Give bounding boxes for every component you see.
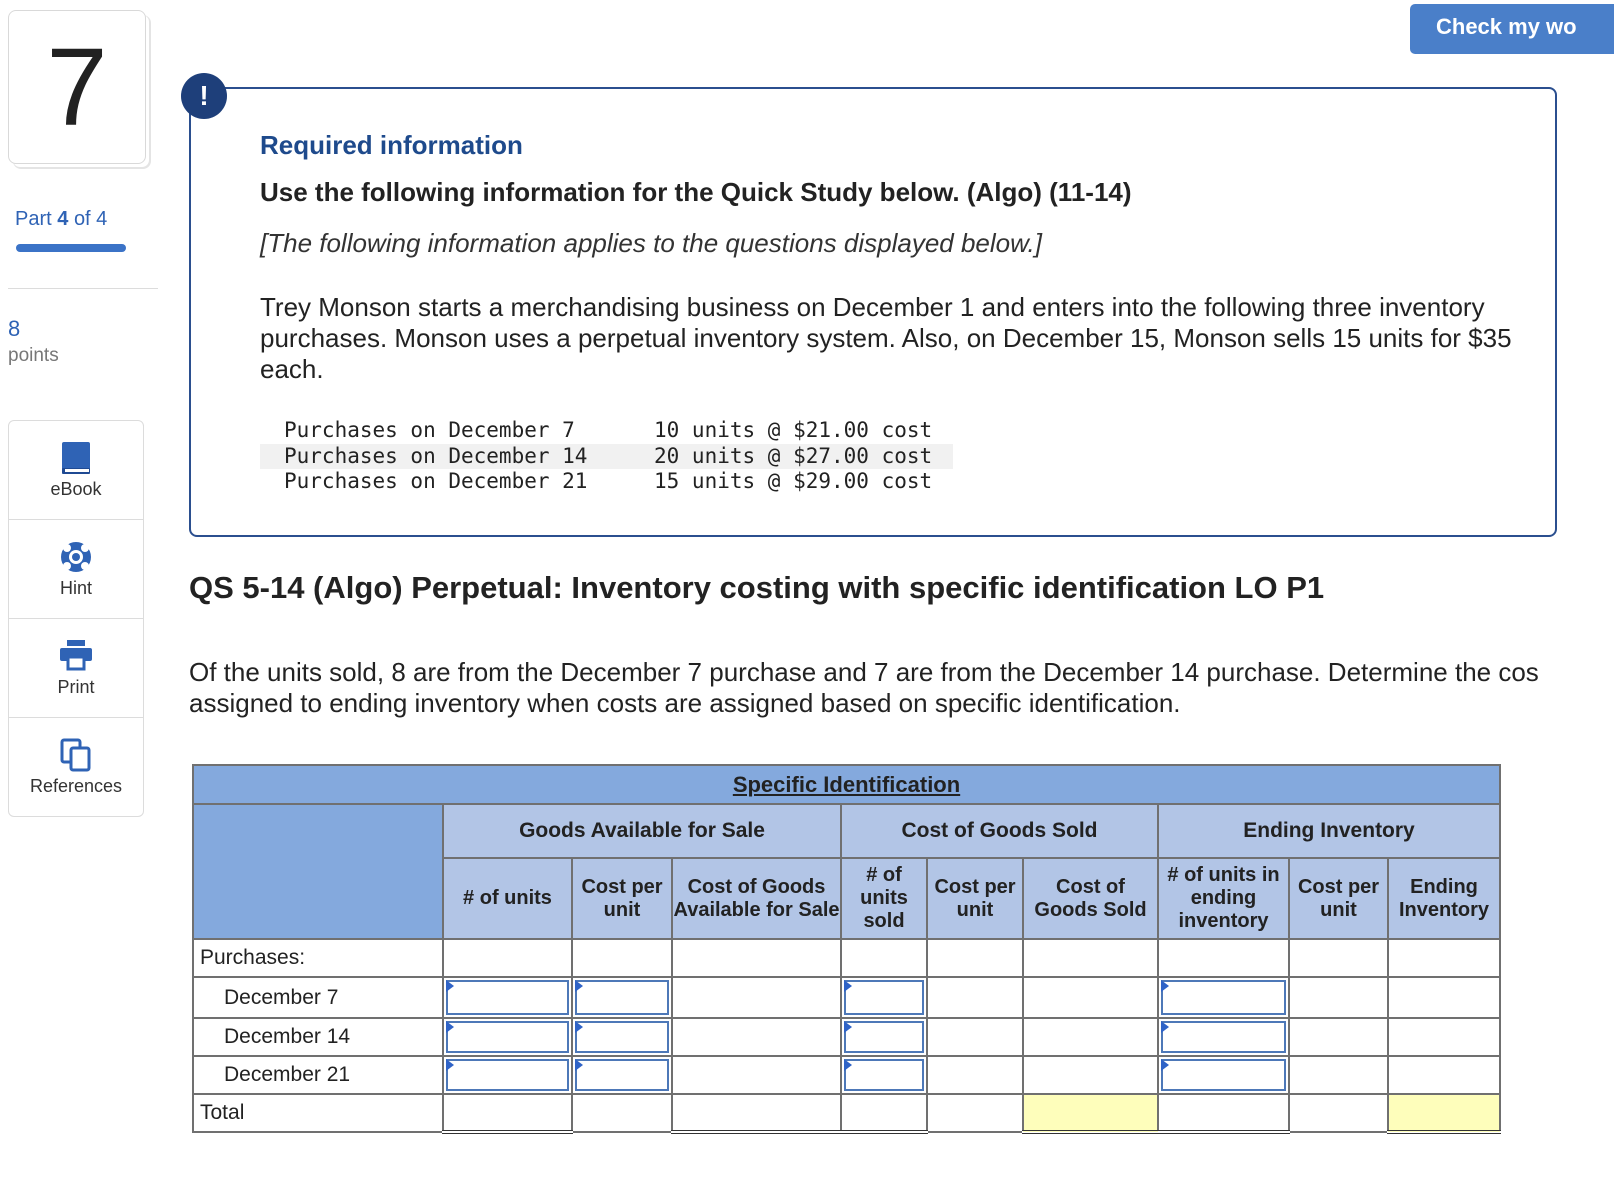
question-text-line-2: assigned to ending inventory when costs are assigned based on specific identification. <box>189 688 1181 718</box>
dec14-ending-cost-per-unit-cell <box>1289 1018 1388 1056</box>
points-label: points <box>8 345 59 366</box>
part-label: Part <box>15 208 52 230</box>
tool-panel <box>8 420 144 817</box>
ebook-button[interactable] <box>9 421 143 520</box>
table-cell <box>672 939 841 977</box>
dec14-ending-inventory-cell <box>1388 1018 1500 1056</box>
printer-icon <box>59 639 93 676</box>
purchase-row <box>260 469 953 495</box>
purchase-detail: 20 units @ $27.00 cost <box>654 443 933 468</box>
table-cell <box>1023 939 1158 977</box>
table-cell <box>572 939 672 977</box>
dec14-cost-available-cell <box>672 1018 841 1056</box>
row-label-purchases: Purchases: <box>193 939 443 977</box>
required-info-subtitle: Use the following information for the Quick Study below. (Algo) (11-14) <box>260 177 1132 207</box>
dec14-cogs-cost-per-unit-cell <box>927 1018 1023 1056</box>
table-cell <box>1158 939 1289 977</box>
dec14-cogs-cell <box>1023 1018 1158 1056</box>
purchase-row <box>260 418 953 444</box>
table-cell <box>443 939 572 977</box>
row-label-total: Total <box>193 1094 443 1132</box>
col-header: Ending Inventory <box>1388 858 1500 939</box>
col-header: # of units sold <box>841 858 927 939</box>
part-indicator <box>15 208 107 231</box>
dec14-units-input[interactable] <box>443 1018 572 1056</box>
col-header: # of units <box>443 858 572 939</box>
specific-identification-table <box>192 764 1501 1134</box>
dec7-cogs-cell <box>1023 977 1158 1018</box>
scenario-paragraph: Trey Monson starts a merchandising business on December 1 and enters into the following three inventory purchases. Monson uses a perpetual inventory system. Also, on December 15, Monson sells 15 units for $35 each. <box>260 292 1512 384</box>
table-cell <box>1289 939 1388 977</box>
total-ending-inventory-cell <box>1388 1094 1500 1132</box>
group-goods-available: Goods Available for Sale <box>443 804 841 858</box>
purchase-row <box>260 444 953 470</box>
part-progress-bar <box>16 244 126 252</box>
question-number-card <box>8 10 146 164</box>
purchase-detail: 10 units @ $21.00 cost <box>654 418 933 442</box>
col-header: Cost per unit <box>1289 858 1388 939</box>
applies-note: [The following information applies to the questions displayed below.] <box>260 228 1042 258</box>
col-header: Cost per unit <box>572 858 672 939</box>
group-ending-inventory: Ending Inventory <box>1158 804 1500 858</box>
copy-icon <box>60 738 92 777</box>
row-label-december-7: December 7 <box>193 977 443 1018</box>
dec7-ending-cost-per-unit-cell <box>1289 977 1388 1018</box>
dec14-ending-units-input[interactable] <box>1158 1018 1289 1056</box>
purchase-detail: 15 units @ $29.00 cost <box>654 469 933 493</box>
print-label: Print <box>57 677 95 697</box>
check-my-work-button[interactable]: Check my wo <box>1410 4 1614 54</box>
hint-button[interactable] <box>9 520 143 619</box>
dec21-units-input[interactable] <box>443 1056 572 1094</box>
dec21-cost-available-cell <box>672 1056 841 1094</box>
dec7-ending-inventory-cell <box>1388 977 1500 1018</box>
dec7-cost-per-unit-input[interactable] <box>572 977 672 1018</box>
points-value: 8 <box>8 316 21 341</box>
table-title: Specific Identification <box>193 765 1500 804</box>
total-cogs-cell <box>1023 1094 1158 1132</box>
dec21-ending-inventory-cell <box>1388 1056 1500 1094</box>
references-button[interactable] <box>9 718 143 816</box>
table-cell <box>1388 939 1500 977</box>
question-number: 7 <box>46 26 108 149</box>
table-cell <box>927 939 1023 977</box>
part-current: 4 <box>57 208 69 230</box>
table-cell <box>572 1094 672 1132</box>
blank-header <box>193 804 443 939</box>
book-icon <box>61 441 91 480</box>
alert-icon: ! <box>181 73 227 119</box>
question-title: QS 5-14 (Algo) Perpetual: Inventory costing with specific identification LO P1 <box>189 570 1325 605</box>
group-cost-of-goods-sold: Cost of Goods Sold <box>841 804 1158 858</box>
total-ending-units-cell <box>1158 1094 1289 1132</box>
dec21-units-sold-input[interactable] <box>841 1056 927 1094</box>
dec21-cost-per-unit-input[interactable] <box>572 1056 672 1094</box>
dec7-cogs-cost-per-unit-cell <box>927 977 1023 1018</box>
required-info-title: Required information <box>260 130 523 160</box>
col-header: Cost per unit <box>927 858 1023 939</box>
row-label-december-21: December 21 <box>193 1056 443 1094</box>
total-units-cell <box>443 1094 572 1132</box>
table-cell <box>927 1094 1023 1132</box>
table-cell <box>1289 1094 1388 1132</box>
dec7-cost-available-cell <box>672 977 841 1018</box>
purchases-list <box>260 418 953 495</box>
purchase-label: Purchases on December 21 <box>284 469 588 493</box>
divider <box>8 288 158 289</box>
ebook-label: eBook <box>50 479 102 499</box>
lifebuoy-icon <box>59 540 93 579</box>
col-header: # of units in ending inventory <box>1158 858 1289 939</box>
dec21-cogs-cost-per-unit-cell <box>927 1056 1023 1094</box>
print-button[interactable] <box>9 619 143 718</box>
dec7-units-sold-input[interactable] <box>841 977 927 1018</box>
col-header: Cost of Goods Available for Sale <box>672 858 841 939</box>
hint-label: Hint <box>59 578 92 598</box>
col-header: Cost of Goods Sold <box>1023 858 1158 939</box>
purchase-label: Purchases on December 14 <box>284 443 588 468</box>
total-cost-available-cell <box>672 1094 841 1132</box>
row-label-december-14: December 14 <box>193 1018 443 1056</box>
dec7-units-input[interactable] <box>443 977 572 1018</box>
part-of: of 4 <box>73 208 108 230</box>
dec21-cogs-cell <box>1023 1056 1158 1094</box>
dec7-ending-units-input[interactable] <box>1158 977 1289 1018</box>
purchase-label: Purchases on December 7 <box>284 418 575 442</box>
dec21-ending-cost-per-unit-cell <box>1289 1056 1388 1094</box>
dec21-ending-units-input[interactable] <box>1158 1056 1289 1094</box>
total-units-sold-cell <box>841 1094 927 1132</box>
table-cell <box>841 939 927 977</box>
references-label: References <box>29 776 123 796</box>
question-text-line-1: Of the units sold, 8 are from the December 7 purchase and 7 are from the December 14 purchase. Determine the cos <box>189 657 1539 687</box>
dec14-units-sold-input[interactable] <box>841 1018 927 1056</box>
dec14-cost-per-unit-input[interactable] <box>572 1018 672 1056</box>
question-text <box>189 657 1614 719</box>
